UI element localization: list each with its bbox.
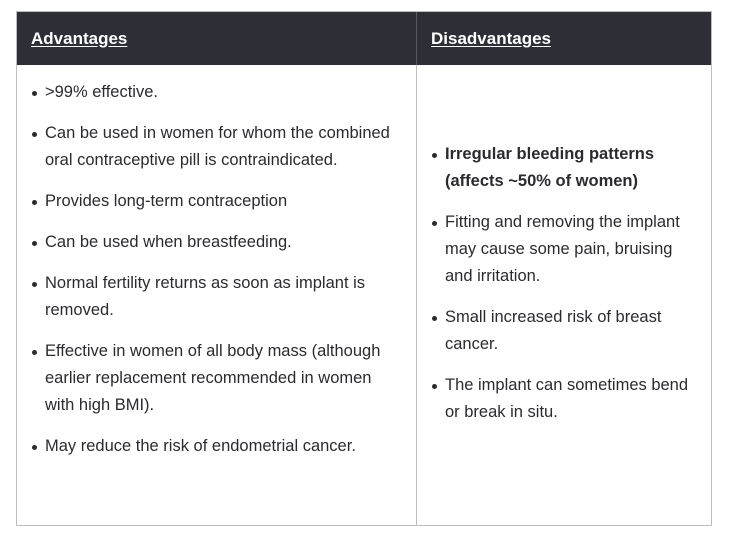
advantage-item: May reduce the risk of endometrial cancer. xyxy=(31,433,403,460)
advantages-header xyxy=(17,12,417,65)
disadvantages-cell xyxy=(417,65,711,525)
advantages-header-label: Advantages xyxy=(31,28,128,48)
advantages-cell xyxy=(17,65,417,525)
disadvantages-header-label: Disadvantages xyxy=(431,28,551,48)
disadvantages-header xyxy=(417,12,711,65)
advantage-item: Provides long-term contraception xyxy=(31,188,403,215)
advantages-list xyxy=(31,79,403,474)
disadvantages-list xyxy=(431,141,701,440)
advantage-item: Normal fertility returns as soon as implant is removed. xyxy=(31,270,403,324)
disadvantage-item: Irregular bleeding patterns (affects ~50% of women) xyxy=(431,141,701,195)
comparison-table xyxy=(16,11,712,526)
advantage-item: Can be used when breastfeeding. xyxy=(31,229,403,256)
advantage-item: Can be used in women for whom the combined oral contraceptive pill is contraindicated. xyxy=(31,120,403,174)
advantage-item: >99% effective. xyxy=(31,79,403,106)
disadvantage-item: The implant can sometimes bend or break in situ. xyxy=(431,372,701,426)
disadvantage-item: Small increased risk of breast cancer. xyxy=(431,304,701,358)
disadvantage-item: Fitting and removing the implant may cause some pain, bruising and irritation. xyxy=(431,209,701,290)
advantage-item: Effective in women of all body mass (although earlier replacement recommended in women with high BMI). xyxy=(31,338,403,419)
